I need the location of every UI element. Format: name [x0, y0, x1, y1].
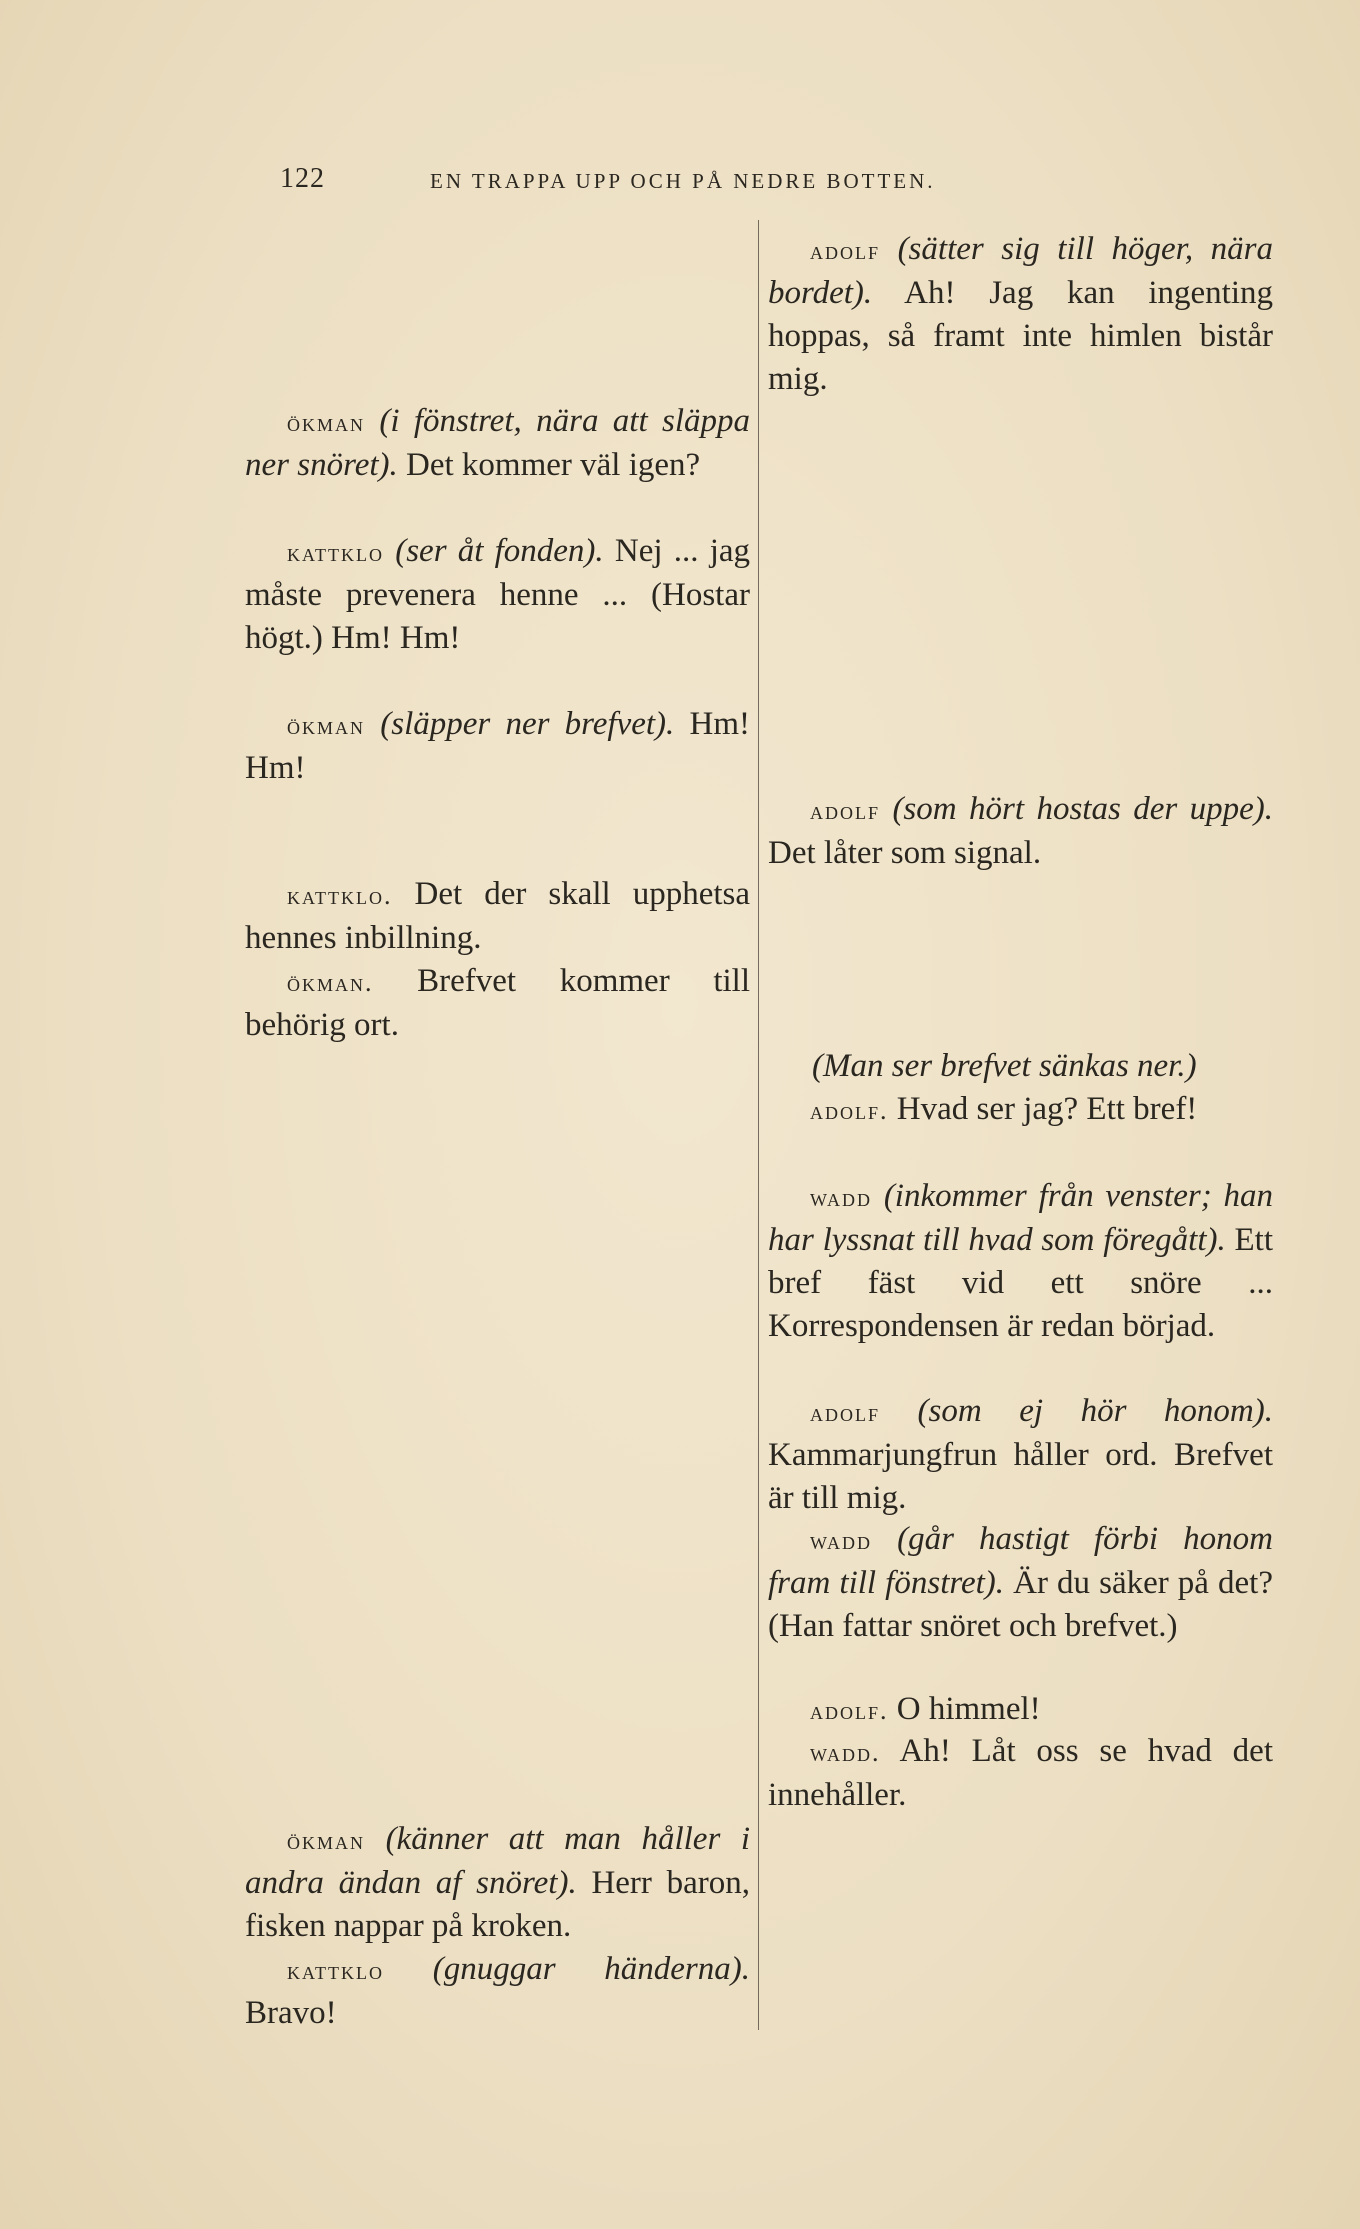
speech	[245, 873, 750, 960]
page-header	[280, 163, 1100, 203]
dialogue: Är du säker på det? (Han fattar snöret och brefvet.)	[768, 1565, 1274, 1644]
stage-direction: (inkommer från venster; han har lyssnat till hvad som föregått).	[768, 1178, 1273, 1258]
speech	[245, 400, 750, 487]
dialogue: Kammarjungfrun håller ord. Brefvet är till mig.	[768, 1437, 1273, 1516]
speaker-name: adolf	[810, 1398, 881, 1427]
dialogue: Brefvet kommer till behörig ort.	[245, 963, 750, 1043]
speaker-name: kattklo	[287, 538, 384, 567]
speech	[768, 1730, 1273, 1817]
speech	[768, 788, 1273, 875]
speech	[245, 1818, 750, 1948]
speaker-name: adolf.	[810, 1696, 889, 1725]
dialogue: Bravo!	[245, 1995, 337, 2031]
dialogue: Ah! Jag kan ingenting hoppas, så framt inte himlen bistår mig.	[768, 275, 1273, 397]
speaker-name: ökman.	[287, 968, 374, 997]
page-number: 122	[280, 163, 325, 194]
speech	[245, 960, 750, 1047]
speaker-name: wadd	[810, 1526, 872, 1555]
stage-direction: (känner att man håller i andra ändan af snöret).	[245, 1821, 751, 1901]
stage-direction: (som hört hostas der uppe).	[892, 791, 1274, 827]
speaker-name: ökman	[287, 1826, 366, 1855]
stage-direction: (i fönstret, nära att släppa ner snöret).	[245, 403, 750, 483]
dialogue: Hm! Hm!	[245, 706, 750, 786]
dialogue: Det der skall upphetsa hennes inbillning.	[245, 876, 751, 956]
dialogue: O himmel!	[896, 1691, 1041, 1727]
speaker-name: adolf	[810, 796, 881, 825]
speaker-name: adolf	[810, 236, 881, 265]
speaker-name: kattklo.	[287, 881, 393, 910]
dialogue: Nej ... jag måste prevenera henne ... (Hostar högt.) Hm! Hm!	[245, 533, 751, 656]
speaker-name: adolf.	[810, 1096, 889, 1125]
stage-direction: (släpper ner brefvet).	[380, 706, 675, 742]
dialogue: Herr baron, fisken nappar på kroken.	[245, 1865, 751, 1944]
stage-direction: (sätter sig till höger, nära bordet).	[768, 231, 1273, 311]
stage-direction: (gnuggar händerna).	[432, 1951, 750, 1987]
speaker-name: wadd	[810, 1183, 872, 1212]
column-divider	[758, 220, 759, 2030]
speech	[768, 228, 1273, 401]
speech	[245, 1948, 750, 2035]
speaker-name: ökman	[287, 408, 366, 437]
speaker-name: kattklo	[287, 1956, 384, 1985]
speech	[768, 1688, 1273, 1732]
dialogue: Ett bref fäst vid ett snöre ... Korrespondensen är redan börjad.	[768, 1222, 1274, 1344]
stage-direction: (som ej hör honom).	[917, 1393, 1273, 1429]
speaker-name: wadd.	[810, 1738, 881, 1767]
speech	[768, 1518, 1273, 1648]
dialogue: Det kommer väl igen?	[406, 447, 701, 483]
speech	[245, 530, 750, 660]
stage-direction: (ser åt fonden).	[395, 533, 604, 569]
stage-direction: (går hastigt förbi honom fram till fönstret).	[768, 1521, 1273, 1601]
stage-direction-standalone: (Man ser brefvet sänkas ner.)	[812, 1048, 1197, 1084]
speech	[768, 1175, 1273, 1348]
speech	[768, 1088, 1273, 1132]
running-title: EN TRAPPA UPP OCH PÅ NEDRE BOTTEN.	[430, 169, 936, 193]
speech	[768, 1390, 1273, 1520]
speech	[245, 703, 750, 790]
speaker-name: ökman	[287, 711, 366, 740]
dialogue: Ah! Låt oss se hvad det innehåller.	[768, 1733, 1273, 1813]
dialogue: Hvad ser jag? Ett bref!	[896, 1091, 1198, 1127]
dialogue: Det låter som signal.	[768, 835, 1042, 871]
